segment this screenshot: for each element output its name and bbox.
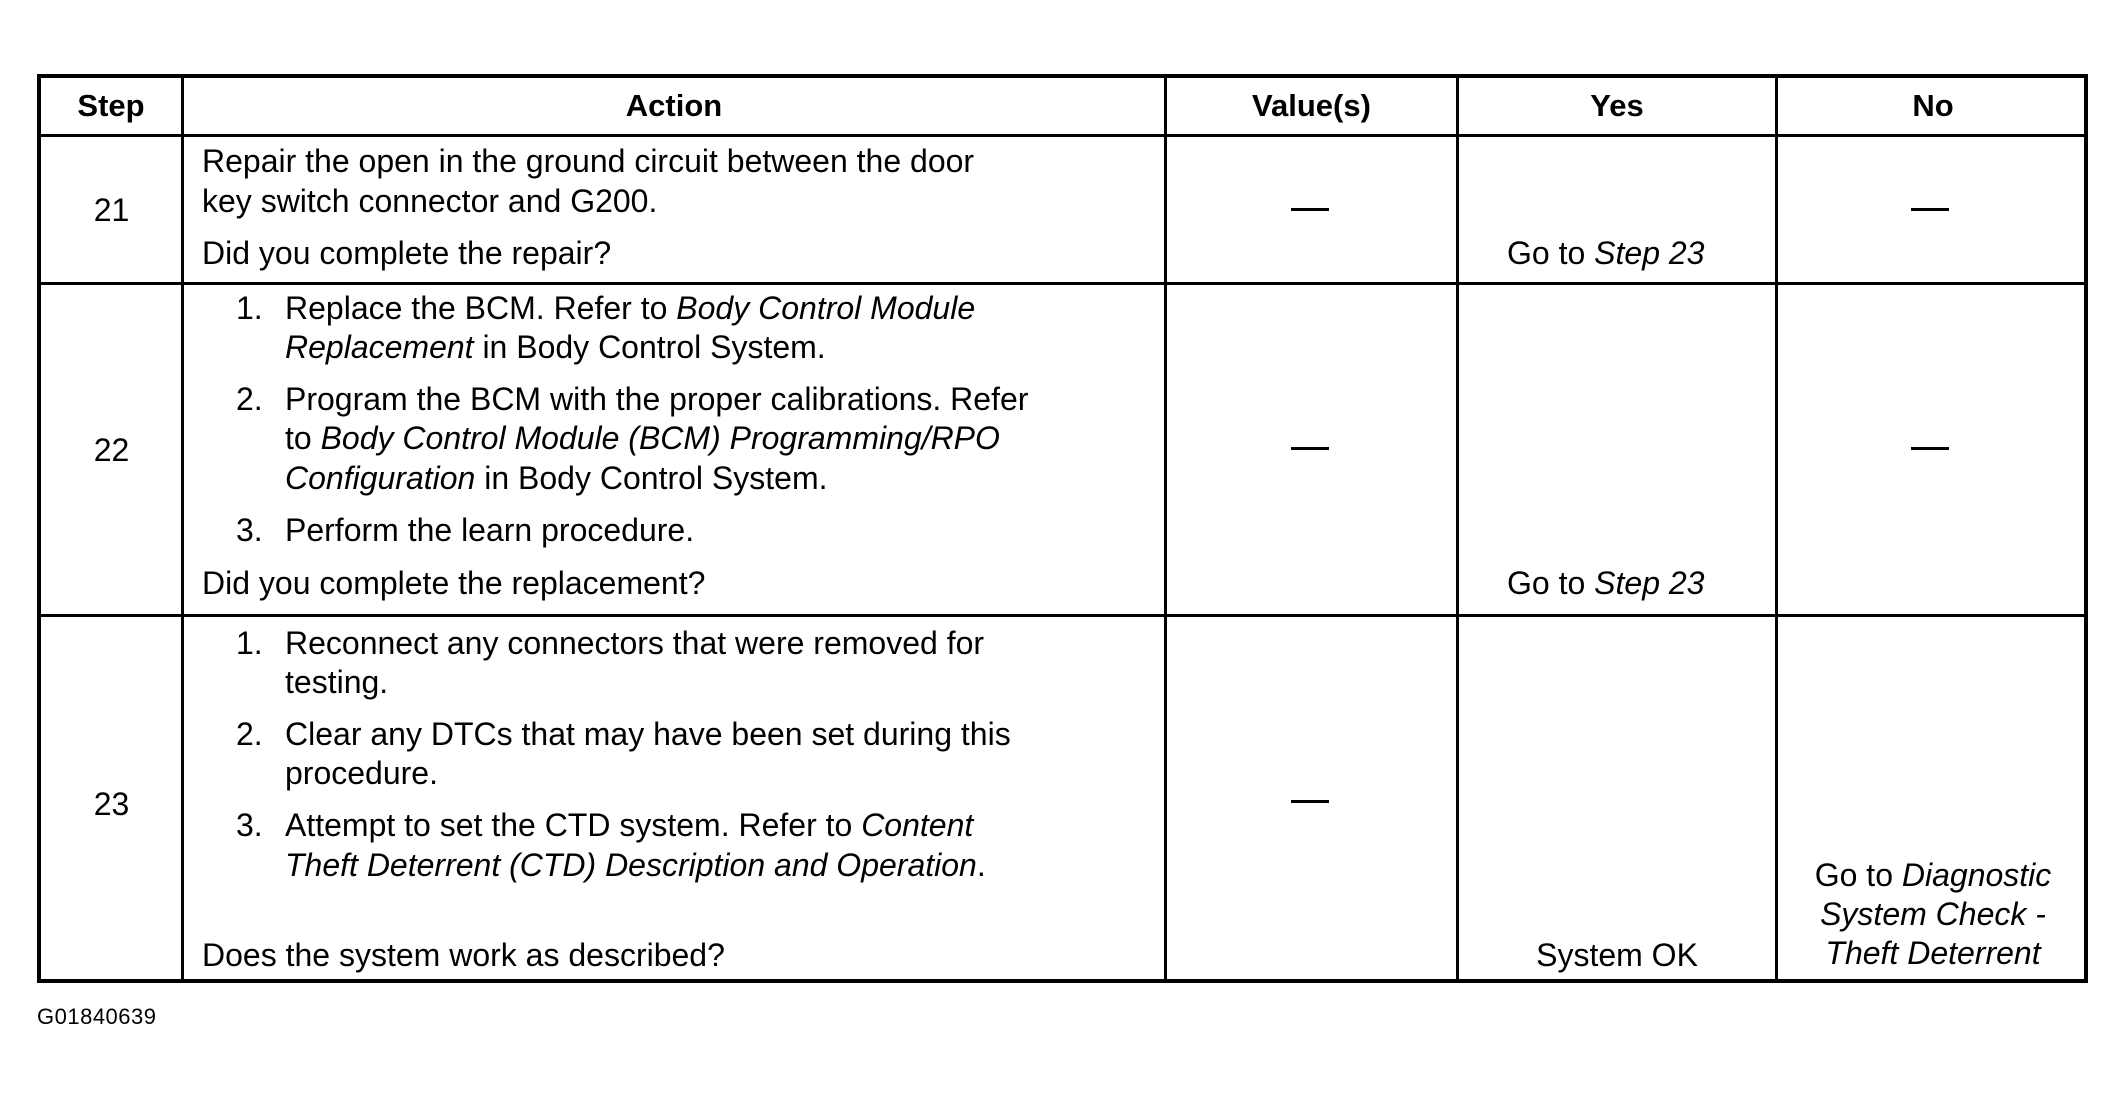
header-step: Step bbox=[77, 88, 145, 123]
figure-id: G01840639 bbox=[37, 1004, 157, 1029]
diagnostic-table bbox=[37, 74, 2088, 983]
no-dash bbox=[1911, 447, 1949, 450]
no-action: System Check - bbox=[1820, 896, 2046, 932]
step-number: 22 bbox=[93, 432, 130, 468]
action-text: key switch connector and G200. bbox=[202, 183, 658, 219]
action-question: Does the system work as described? bbox=[202, 937, 725, 973]
yes-action: Go to Step 23 bbox=[1507, 565, 1705, 601]
value-dash bbox=[1291, 800, 1329, 803]
action-text: Configuration in Body Control System. bbox=[285, 460, 828, 496]
action-text: Program the BCM with the proper calibrations. Refer bbox=[285, 381, 1029, 417]
column-divider bbox=[1164, 78, 1167, 979]
action-text: procedure. bbox=[285, 755, 438, 791]
action-question: Did you complete the replacement? bbox=[202, 565, 706, 601]
item-number: 3. bbox=[236, 512, 263, 548]
step-number: 21 bbox=[93, 192, 130, 228]
column-divider bbox=[1456, 78, 1459, 979]
yes-action: System OK bbox=[1536, 937, 1698, 973]
header-yes: Yes bbox=[1590, 88, 1644, 123]
action-text: Repair the open in the ground circuit between the door bbox=[202, 143, 975, 179]
action-text: Attempt to set the CTD system. Refer to Content bbox=[285, 807, 974, 843]
no-dash bbox=[1911, 208, 1949, 211]
item-number: 2. bbox=[236, 381, 263, 417]
header-values: Value(s) bbox=[1252, 88, 1371, 123]
row-divider bbox=[41, 134, 2084, 137]
yes-action: Go to Step 23 bbox=[1507, 235, 1705, 271]
header-no: No bbox=[1912, 88, 1954, 123]
item-number: 3. bbox=[236, 807, 263, 843]
action-text: Replace the BCM. Refer to Body Control Module bbox=[285, 290, 976, 326]
item-number: 1. bbox=[236, 290, 263, 326]
value-dash bbox=[1291, 208, 1329, 211]
value-dash bbox=[1291, 447, 1329, 450]
row-divider bbox=[41, 282, 2084, 285]
no-action: Theft Deterrent bbox=[1825, 935, 2041, 971]
action-text: Theft Deterrent (CTD) Description and Operation. bbox=[285, 847, 986, 883]
column-divider bbox=[1775, 78, 1778, 979]
action-text: Clear any DTCs that may have been set during this bbox=[285, 716, 1011, 752]
column-divider bbox=[181, 78, 184, 979]
action-text: Reconnect any connectors that were removed for bbox=[285, 625, 985, 661]
row-divider bbox=[41, 614, 2084, 617]
step-number: 23 bbox=[93, 786, 130, 822]
no-action: Go to Diagnostic bbox=[1814, 857, 2052, 893]
header-action: Action bbox=[625, 88, 723, 123]
action-text: Perform the learn procedure. bbox=[285, 512, 695, 548]
action-question: Did you complete the repair? bbox=[202, 235, 612, 271]
item-number: 2. bbox=[236, 716, 263, 752]
item-number: 1. bbox=[236, 625, 263, 661]
action-text: Replacement in Body Control System. bbox=[285, 329, 826, 365]
action-text: testing. bbox=[285, 664, 389, 700]
action-text: to Body Control Module (BCM) Programming/RPO bbox=[285, 420, 1000, 456]
